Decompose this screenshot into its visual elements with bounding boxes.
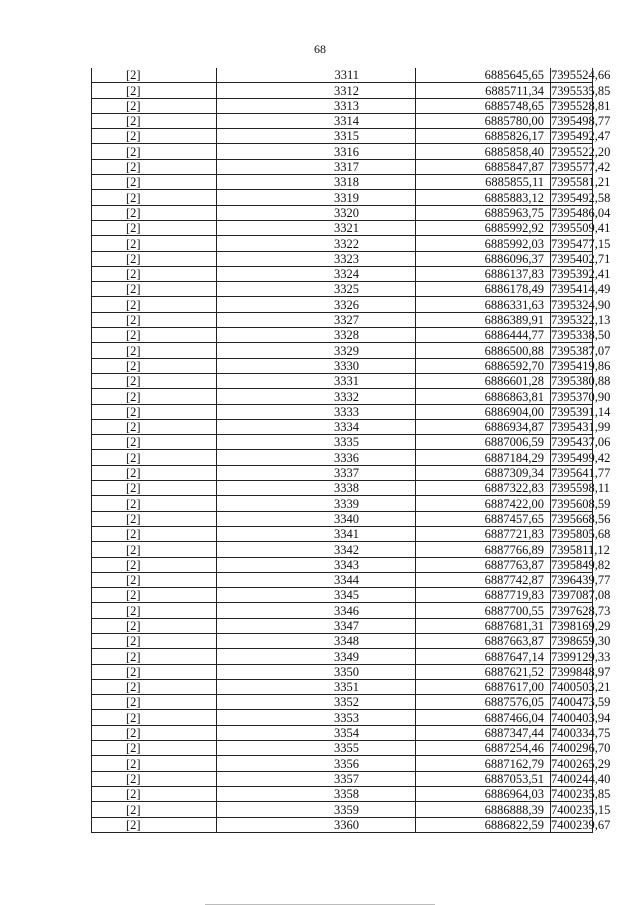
point-number-cell: 3313 (217, 98, 416, 113)
reference-cell: [2] (92, 756, 217, 771)
x-coordinate-cell: 6887763,87 (416, 557, 551, 572)
y-coordinate-cell: 7395392,41 (551, 267, 611, 282)
x-coordinate-cell: 6886934,87 (416, 419, 551, 434)
point-number-cell: 3346 (217, 603, 416, 618)
point-number-cell: 3331 (217, 373, 416, 388)
y-coordinate-cell: 7400265,29 (551, 756, 611, 771)
y-coordinate-cell: 7400403,94 (551, 710, 611, 725)
point-number-cell: 3314 (217, 113, 416, 128)
x-coordinate-cell: 6887466,04 (416, 710, 551, 725)
y-coordinate-cell: 7399848,97 (551, 664, 611, 679)
point-number-cell: 3329 (217, 343, 416, 358)
table-row (92, 236, 593, 251)
table-row (92, 557, 593, 572)
point-number-cell: 3344 (217, 572, 416, 587)
reference-cell: [2] (92, 175, 217, 190)
y-coordinate-cell: 7395477,15 (551, 236, 611, 251)
x-coordinate-cell: 6885855,11 (416, 175, 551, 190)
x-coordinate-cell: 6887322,83 (416, 481, 551, 496)
x-coordinate-cell: 6887457,65 (416, 511, 551, 526)
table-row (92, 618, 593, 633)
reference-cell: [2] (92, 129, 217, 144)
table-row (92, 205, 593, 220)
reference-cell: [2] (92, 741, 217, 756)
point-number-cell: 3323 (217, 251, 416, 266)
x-coordinate-cell: 6887721,83 (416, 526, 551, 541)
y-coordinate-cell: 7395641,77 (551, 466, 611, 481)
x-coordinate-cell: 6887347,44 (416, 725, 551, 740)
y-coordinate-cell: 7395431,99 (551, 420, 611, 435)
x-coordinate-cell: 6885858,40 (416, 144, 551, 159)
y-coordinate-cell: 7400235,15 (551, 802, 611, 817)
y-coordinate-cell: 7399129,33 (551, 649, 611, 664)
x-coordinate-cell: 6887742,87 (416, 572, 551, 587)
reference-cell: [2] (92, 328, 217, 343)
x-coordinate-cell: 6886178,49 (416, 282, 551, 297)
table-row (92, 297, 593, 312)
coordinates-table-body (92, 68, 611, 832)
x-coordinate-cell: 6886863,81 (416, 389, 551, 404)
x-coordinate-cell: 6886601,28 (416, 373, 551, 388)
point-number-cell: 3349 (217, 649, 416, 664)
table-row (92, 83, 593, 98)
reference-cell: [2] (92, 725, 217, 740)
reference-cell: [2] (92, 266, 217, 281)
table-row (92, 358, 593, 373)
point-number-cell: 3322 (217, 236, 416, 251)
point-number-cell: 3326 (217, 297, 416, 312)
page-number: 68 (314, 42, 326, 56)
point-number-cell: 3312 (217, 83, 416, 98)
table-row (92, 328, 593, 343)
point-number-cell: 3347 (217, 618, 416, 633)
table-row (92, 511, 593, 526)
y-coordinate-cell: 7400296,70 (551, 741, 611, 756)
y-coordinate-cell: 7400334,75 (551, 726, 611, 741)
table-row (92, 741, 593, 756)
x-coordinate-cell: 6885780,00 (416, 113, 551, 128)
reference-cell: [2] (92, 389, 217, 404)
point-number-cell: 3355 (217, 741, 416, 756)
x-coordinate-cell: 6885963,75 (416, 205, 551, 220)
point-number-cell: 3319 (217, 190, 416, 205)
reference-cell: [2] (92, 251, 217, 266)
point-number-cell: 3335 (217, 435, 416, 450)
x-coordinate-cell: 6885711,34 (416, 83, 551, 98)
y-coordinate-cell: 7395492,58 (551, 190, 611, 205)
y-coordinate-cell: 7395811,12 (551, 542, 610, 557)
y-coordinate-cell: 7395522,20 (551, 144, 611, 159)
point-number-cell: 3352 (217, 695, 416, 710)
x-coordinate-cell: 6885992,92 (416, 220, 551, 235)
y-coordinate-cell: 7395498,77 (551, 114, 611, 129)
x-coordinate-cell: 6885883,12 (416, 190, 551, 205)
table-row (92, 282, 593, 297)
x-coordinate-cell: 6887617,00 (416, 679, 551, 694)
y-coordinate-cell: 7395324,90 (551, 297, 611, 312)
y-coordinate-cell: 7396439,77 (551, 573, 611, 588)
x-coordinate-cell: 6887719,83 (416, 588, 551, 603)
x-coordinate-cell: 6885826,17 (416, 129, 551, 144)
point-number-cell: 3339 (217, 496, 416, 511)
x-coordinate-cell: 6887006,59 (416, 435, 551, 450)
y-coordinate-cell: 7395805,68 (551, 527, 611, 542)
x-coordinate-cell: 6887053,51 (416, 771, 551, 786)
table-row (92, 312, 593, 327)
reference-cell: [2] (92, 633, 217, 648)
table-row (92, 572, 593, 587)
reference-cell: [2] (92, 465, 217, 480)
reference-cell: [2] (92, 190, 217, 205)
reference-cell: [2] (92, 282, 217, 297)
y-coordinate-cell: 7395419,86 (551, 358, 611, 373)
reference-cell: [2] (92, 435, 217, 450)
reference-cell: [2] (92, 542, 217, 557)
reference-cell: [2] (92, 83, 217, 98)
point-number-cell: 3357 (217, 771, 416, 786)
table-row (92, 786, 593, 801)
y-coordinate-cell: 7400473,59 (551, 695, 611, 710)
x-coordinate-cell: 6887309,34 (416, 465, 551, 480)
reference-cell: [2] (92, 98, 217, 113)
y-coordinate-cell: 7395524,66 (551, 68, 611, 83)
reference-cell: [2] (92, 588, 217, 603)
table-row (92, 465, 593, 480)
x-coordinate-cell: 6886500,88 (416, 343, 551, 358)
point-number-cell: 3330 (217, 358, 416, 373)
reference-cell: [2] (92, 159, 217, 174)
x-coordinate-cell: 6887663,87 (416, 633, 551, 648)
table-row (92, 679, 593, 694)
y-coordinate-cell: 7395535,85 (551, 83, 611, 98)
table-row (92, 159, 593, 174)
point-number-cell: 3360 (217, 817, 416, 832)
x-coordinate-cell: 6887162,79 (416, 756, 551, 771)
table-row (92, 588, 593, 603)
y-coordinate-cell: 7397628,73 (551, 603, 611, 618)
y-coordinate-cell: 7400235,85 (551, 787, 611, 802)
y-coordinate-cell: 7395322,13 (551, 313, 611, 328)
point-number-cell: 3343 (217, 557, 416, 572)
x-coordinate-cell: 6886096,37 (416, 251, 551, 266)
x-coordinate-cell: 6886904,00 (416, 404, 551, 419)
reference-cell: [2] (92, 603, 217, 618)
table-row (92, 220, 593, 235)
y-coordinate-cell: 7398169,29 (551, 618, 611, 633)
y-coordinate-cell: 7395380,88 (551, 374, 611, 389)
y-coordinate-cell: 7395370,90 (551, 389, 611, 404)
x-coordinate-cell: 6886822,59 (416, 817, 551, 832)
table-row (92, 144, 593, 159)
table-row (92, 113, 593, 128)
y-coordinate-cell: 7395509,41 (551, 221, 611, 236)
reference-cell: [2] (92, 557, 217, 572)
point-number-cell: 3338 (217, 481, 416, 496)
table-row (92, 98, 593, 113)
table-row (92, 649, 593, 664)
table-row (92, 771, 593, 786)
y-coordinate-cell: 7395492,47 (551, 129, 611, 144)
point-number-cell: 3350 (217, 664, 416, 679)
y-coordinate-cell: 7397087,08 (551, 588, 611, 603)
point-number-cell: 3337 (217, 465, 416, 480)
point-number-cell: 3333 (217, 404, 416, 419)
reference-cell: [2] (92, 511, 217, 526)
x-coordinate-cell: 6887766,89 (416, 542, 551, 557)
y-coordinate-cell: 7395608,59 (551, 496, 611, 511)
x-coordinate-cell: 6887422,00 (416, 496, 551, 511)
table-row (92, 710, 593, 725)
x-coordinate-cell: 6886331,63 (416, 297, 551, 312)
table-row (92, 389, 593, 404)
table-row (92, 496, 593, 511)
table-row (92, 450, 593, 465)
table-row (92, 542, 593, 557)
y-coordinate-cell: 7395387,07 (551, 343, 611, 358)
x-coordinate-cell: 6887184,29 (416, 450, 551, 465)
x-coordinate-cell: 6885645,65 (416, 68, 551, 83)
y-coordinate-cell: 7395598,11 (551, 481, 610, 496)
coordinates-table (91, 68, 611, 833)
x-coordinate-cell: 6885992,03 (416, 236, 551, 251)
y-coordinate-cell: 7400239,67 (551, 817, 611, 832)
reference-cell: [2] (92, 220, 217, 235)
point-number-cell: 3321 (217, 220, 416, 235)
reference-cell: [2] (92, 205, 217, 220)
y-coordinate-cell: 7395338,50 (551, 328, 611, 343)
point-number-cell: 3315 (217, 129, 416, 144)
y-coordinate-cell: 7395486,04 (551, 205, 611, 220)
reference-cell: [2] (92, 618, 217, 633)
table-row (92, 526, 593, 541)
reference-cell: [2] (92, 664, 217, 679)
y-coordinate-cell: 7395849,82 (551, 557, 611, 572)
reference-cell: [2] (92, 771, 217, 786)
reference-cell: [2] (92, 802, 217, 817)
table-row (92, 695, 593, 710)
reference-cell: [2] (92, 358, 217, 373)
point-number-cell: 3356 (217, 756, 416, 771)
reference-cell: [2] (92, 113, 217, 128)
table-row (92, 435, 593, 450)
point-number-cell: 3327 (217, 312, 416, 327)
point-number-cell: 3359 (217, 802, 416, 817)
table-row (92, 725, 593, 740)
table-row (92, 175, 593, 190)
reference-cell: [2] (92, 419, 217, 434)
point-number-cell: 3324 (217, 266, 416, 281)
y-coordinate-cell: 7395577,42 (551, 160, 611, 175)
table-row (92, 802, 593, 817)
reference-cell: [2] (92, 68, 217, 83)
point-number-cell: 3340 (217, 511, 416, 526)
x-coordinate-cell: 6887254,46 (416, 741, 551, 756)
point-number-cell: 3311 (217, 68, 416, 83)
x-coordinate-cell: 6886389,91 (416, 312, 551, 327)
y-coordinate-cell: 7395581,21 (551, 175, 611, 190)
reference-cell: [2] (92, 786, 217, 801)
reference-cell: [2] (92, 649, 217, 664)
x-coordinate-cell: 6886592,70 (416, 358, 551, 373)
table-row (92, 68, 593, 83)
point-number-cell: 3334 (217, 419, 416, 434)
reference-cell: [2] (92, 312, 217, 327)
point-number-cell: 3316 (217, 144, 416, 159)
y-coordinate-cell: 7395668,56 (551, 511, 611, 526)
point-number-cell: 3348 (217, 633, 416, 648)
reference-cell: [2] (92, 572, 217, 587)
reference-cell: [2] (92, 404, 217, 419)
point-number-cell: 3317 (217, 159, 416, 174)
point-number-cell: 3342 (217, 542, 416, 557)
table-row (92, 404, 593, 419)
reference-cell: [2] (92, 343, 217, 358)
table-row (92, 633, 593, 648)
x-coordinate-cell: 6887576,05 (416, 695, 551, 710)
x-coordinate-cell: 6887621,52 (416, 664, 551, 679)
y-coordinate-cell: 7395437,06 (551, 435, 611, 450)
x-coordinate-cell: 6886137,83 (416, 266, 551, 281)
table-row (92, 251, 593, 266)
reference-cell: [2] (92, 695, 217, 710)
table-row (92, 373, 593, 388)
point-number-cell: 3351 (217, 679, 416, 694)
y-coordinate-cell: 7400503,21 (551, 680, 611, 695)
reference-cell: [2] (92, 373, 217, 388)
point-number-cell: 3354 (217, 725, 416, 740)
x-coordinate-cell: 6887700,55 (416, 603, 551, 618)
point-number-cell: 3325 (217, 282, 416, 297)
y-coordinate-cell: 7395528,81 (551, 98, 611, 113)
x-coordinate-cell: 6886888,39 (416, 802, 551, 817)
reference-cell: [2] (92, 144, 217, 159)
point-number-cell: 3328 (217, 328, 416, 343)
x-coordinate-cell: 6885847,87 (416, 159, 551, 174)
point-number-cell: 3336 (217, 450, 416, 465)
reference-cell: [2] (92, 496, 217, 511)
table-row (92, 343, 593, 358)
reference-cell: [2] (92, 679, 217, 694)
table-row (92, 129, 593, 144)
y-coordinate-cell: 7398659,30 (551, 634, 611, 649)
x-coordinate-cell: 6887681,31 (416, 618, 551, 633)
reference-cell: [2] (92, 481, 217, 496)
table-row (92, 664, 593, 679)
point-number-cell: 3353 (217, 710, 416, 725)
y-coordinate-cell: 7395499,42 (551, 450, 611, 465)
y-coordinate-cell: 7395414,49 (551, 282, 611, 297)
y-coordinate-cell: 7395402,71 (551, 251, 611, 266)
x-coordinate-cell: 6887647,14 (416, 649, 551, 664)
point-number-cell: 3358 (217, 786, 416, 801)
reference-cell: [2] (92, 450, 217, 465)
table-row (92, 481, 593, 496)
table-row (92, 190, 593, 205)
table-row (92, 817, 593, 832)
y-coordinate-cell: 7400244,40 (551, 771, 611, 786)
point-number-cell: 3320 (217, 205, 416, 220)
reference-cell: [2] (92, 817, 217, 832)
point-number-cell: 3341 (217, 526, 416, 541)
table-row (92, 419, 593, 434)
point-number-cell: 3332 (217, 389, 416, 404)
table-row (92, 756, 593, 771)
y-coordinate-cell: 7395391,14 (551, 404, 611, 419)
reference-cell: [2] (92, 710, 217, 725)
reference-cell: [2] (92, 297, 217, 312)
point-number-cell: 3318 (217, 175, 416, 190)
x-coordinate-cell: 6885748,65 (416, 98, 551, 113)
point-number-cell: 3345 (217, 588, 416, 603)
table-row (92, 603, 593, 618)
table-row (92, 266, 593, 281)
reference-cell: [2] (92, 236, 217, 251)
x-coordinate-cell: 6886964,03 (416, 786, 551, 801)
reference-cell: [2] (92, 526, 217, 541)
x-coordinate-cell: 6886444,77 (416, 328, 551, 343)
